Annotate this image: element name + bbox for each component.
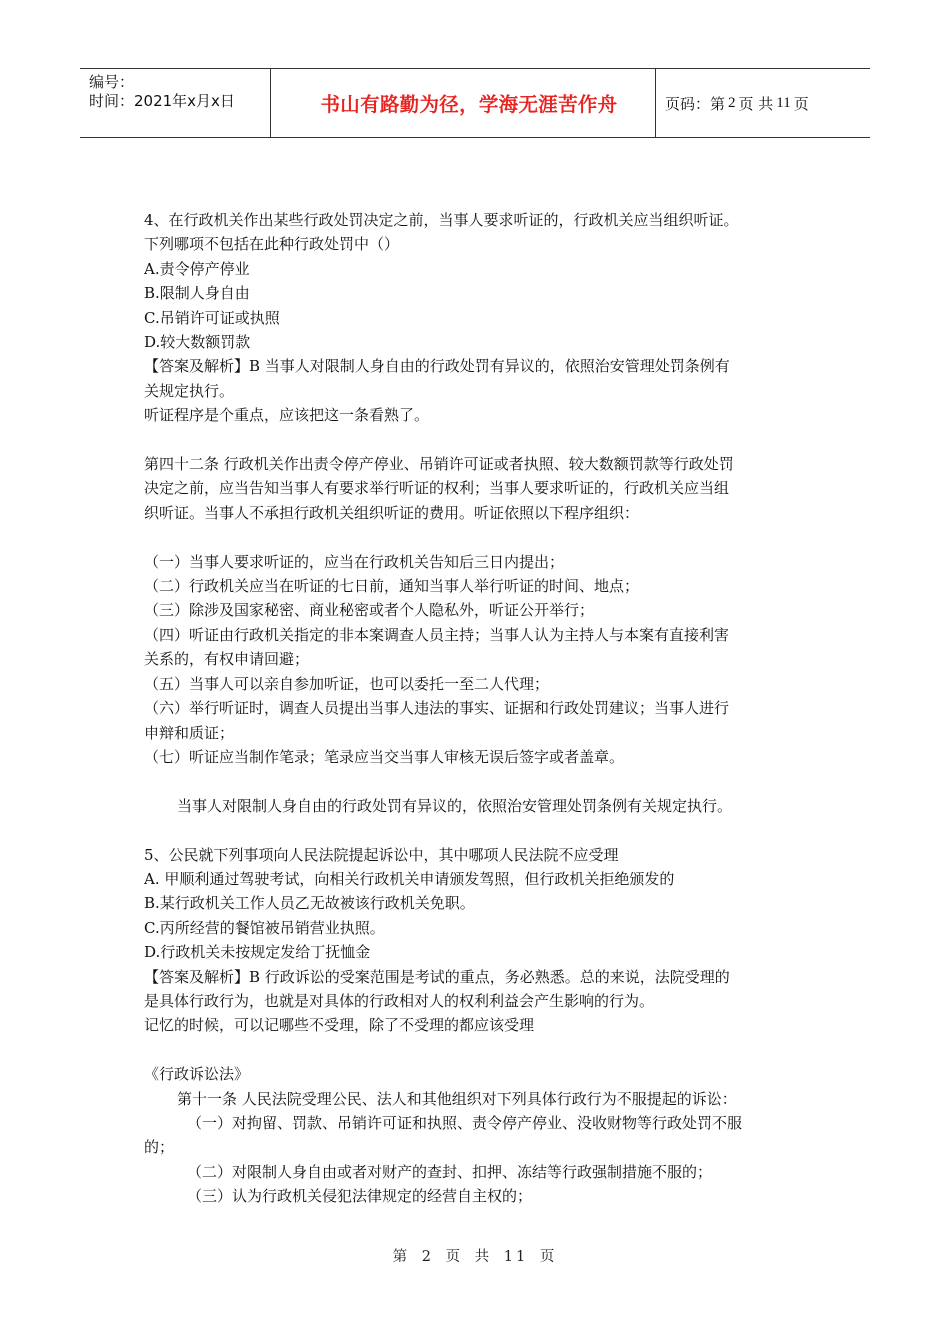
text-line: 记忆的时候，可以记哪些不受理，除了不受理的都应该受理	[144, 1016, 535, 1035]
text-line: 《行政诉讼法》	[144, 1065, 250, 1084]
text-line: 5、公民就下列事项向人民法院提起诉讼中，其中哪项人民法院不应受理	[144, 845, 619, 864]
text-line: 【答案及解析】B 行政诉讼的受案范围是考试的重点，务必熟悉。总的来说，法院受理的	[144, 967, 730, 986]
text-line: （五）当事人可以亲自参加听证，也可以委托一至二人代理；	[144, 674, 550, 693]
document-body	[144, 208, 816, 1209]
text-line: （二）对限制人身自由或者对财产的查封、扣押、冻结等行政强制措施不服的；	[187, 1162, 713, 1181]
text-line: 织听证。当事人不承担行政机关组织听证的费用。听证依照以下程序组织：	[144, 503, 640, 522]
text-line: C.丙所经营的餐馆被吊销营业执照。	[144, 918, 385, 937]
page-prefix: 页码：第	[665, 94, 726, 113]
text-line: （一）对拘留、罚款、吊销许可证和执照、责令停产停业、没收财物等行政处罚不服	[187, 1113, 743, 1132]
text-line: C.吊销许可证或执照	[144, 308, 280, 327]
text-line: D.行政机关未按规定发给丁抚恤金	[144, 943, 371, 962]
text-line: 下列哪项不包括在此种行政处罚中（）	[144, 235, 400, 254]
text-line: （六）举行听证时，调查人员提出当事人违法的事实、证据和行政处罚建议；当事人进行	[144, 699, 730, 718]
page-total: 11	[776, 94, 791, 111]
blank-line	[144, 1038, 816, 1062]
text-line: （三）除涉及国家秘密、商业秘密或者个人隐私外，听证公开举行；	[144, 601, 595, 620]
text-line: 听证程序是个重点，应该把这一条看熟了。	[144, 406, 430, 425]
text-line: （一）当事人要求听证的，应当在行政机关告知后三日内提出；	[144, 552, 565, 571]
blank-line	[144, 818, 816, 842]
text-line: 是具体行政行为，也就是对具体的行政相对人的权利利益会产生影响的行为。	[144, 991, 655, 1010]
blank-line	[144, 525, 816, 549]
text-line: （二）行政机关应当在听证的七日前，通知当事人举行听证的时间、地点；	[144, 577, 640, 596]
page-header	[80, 68, 870, 138]
header-motto: 书山有路勤为径，学海无涯苦作舟	[320, 93, 618, 116]
text-line: 当事人对限制人身自由的行政处罚有异议的，依照治安管理处罚条例有关规定执行。	[177, 796, 733, 815]
page-mid: 页 共	[738, 94, 774, 113]
page-current: 2	[728, 94, 736, 111]
text-line: 关规定执行。	[144, 381, 235, 400]
serial-label: 编号：	[89, 73, 135, 91]
blank-line	[144, 428, 816, 452]
text-line: （七）听证应当制作笔录；笔录应当交当事人审核无误后签字或者盖章。	[144, 747, 625, 766]
text-line: 的；	[144, 1138, 175, 1157]
header-page-number	[665, 69, 809, 137]
header-meta	[89, 73, 235, 111]
text-line: 4、在行政机关作出某些行政处罚决定之前，当事人要求听证的，行政机关应当组织听证。	[144, 211, 739, 229]
text-line: A. 甲顺利通过驾驶考试，向相关行政机关申请颁发驾照，但行政机关拒绝颁发的	[144, 869, 675, 888]
text-line: B.某行政机关工作人员乙无故被该行政机关免职。	[144, 894, 475, 913]
time-label: 时间：2021年x月x日	[89, 92, 235, 110]
text-line: 决定之前，应当告知当事人有要求举行听证的权利；当事人要求听证的，行政机关应当组	[144, 479, 730, 498]
text-line: 第十一条 人民法院受理公民、法人和其他组织对下列具体行政行为不服提起的诉讼：	[177, 1089, 737, 1108]
text-line: 【答案及解析】B 当事人对限制人身自由的行政处罚有异议的，依照治安管理处罚条例有	[144, 357, 730, 376]
blank-line	[144, 769, 816, 793]
page-suffix: 页	[793, 94, 809, 113]
text-line: B.限制人身自由	[144, 284, 250, 303]
text-line: （四）听证由行政机关指定的非本案调查人员主持；当事人认为主持人与本案有直接利害	[144, 625, 730, 644]
text-line: （三）认为行政机关侵犯法律规定的经营自主权的；	[187, 1187, 533, 1206]
text-line: 关系的，有权申请回避；	[144, 650, 310, 669]
page-footer: 第 2 页 共 11 页	[392, 1249, 558, 1265]
text-line: D.较大数额罚款	[144, 333, 251, 352]
text-line: A.责令停产停业	[144, 259, 250, 278]
text-line: 第四十二条 行政机关作出责令停产停业、吊销许可证或者执照、较大数额罚款等行政处罚	[144, 455, 734, 474]
header-divider	[270, 69, 271, 137]
text-line: 申辩和质证；	[144, 723, 235, 742]
